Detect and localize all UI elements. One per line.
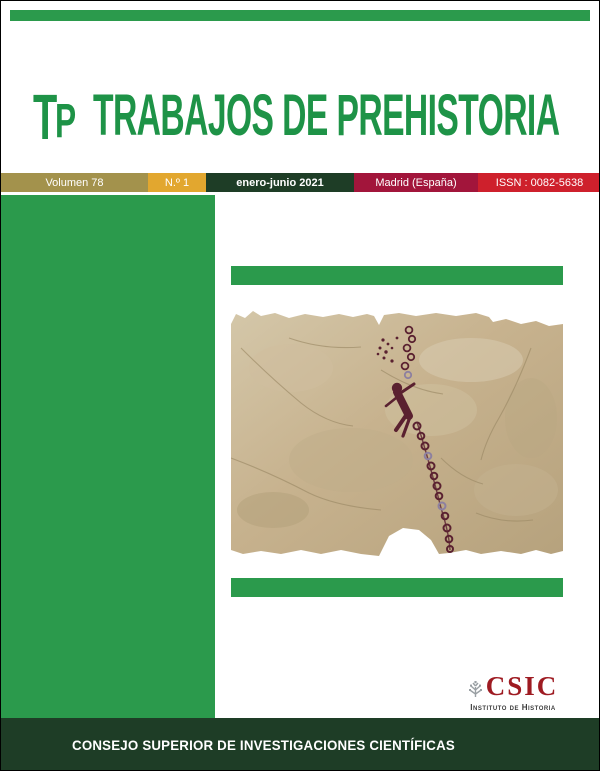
publisher-logo-block	[463, 673, 563, 712]
city-segment: Madrid (España)	[354, 173, 478, 192]
tp-logo-letter-p: P	[55, 95, 77, 148]
tp-logo	[33, 81, 79, 153]
issue-number-segment: N.º 1	[148, 173, 206, 192]
footer-band	[1, 718, 600, 771]
csic-tree-icon	[468, 681, 483, 698]
period-segment: enero-junio 2021	[206, 173, 354, 192]
masthead	[33, 81, 600, 153]
photo-top-rule	[231, 266, 563, 285]
tp-logo-letter-t: T	[33, 81, 58, 153]
publisher-full-name: CONSEJO SUPERIOR DE INVESTIGACIONES CIENTÍFICAS	[72, 737, 455, 753]
top-accent-bar	[10, 10, 590, 21]
csic-acronym: CSIC	[485, 671, 559, 701]
left-green-panel	[1, 195, 215, 718]
metadata-bar	[1, 173, 600, 192]
photo-bottom-rule	[231, 578, 563, 597]
journal-title: TRABAJOS DE PREHISTORIA	[93, 83, 560, 148]
volume-segment: Volumen 78	[1, 173, 148, 192]
institute-name: Instituto de Historia	[470, 703, 556, 712]
rock-art-photo	[231, 308, 563, 557]
issn-segment: ISSN : 0082-5638	[478, 173, 600, 192]
rock-art-illustration	[231, 308, 563, 557]
